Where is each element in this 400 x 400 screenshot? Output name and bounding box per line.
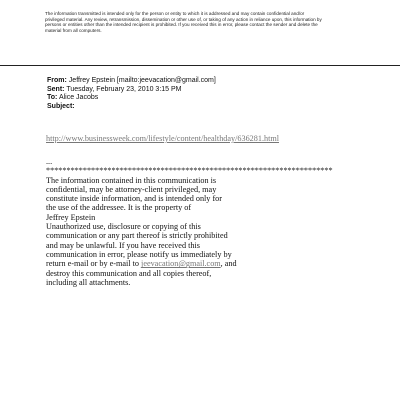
subject-label: Subject: [47, 102, 75, 110]
email-header [47, 77, 216, 111]
body-line: confidential, may be attorney-client privileged, may [46, 184, 217, 194]
body-line: communication or any part thereof is strictly prohibited [46, 231, 228, 241]
body-line: destroy this communication and all copies thereof, [46, 268, 212, 278]
asterisk-separator: ********************************************************************** [46, 166, 333, 176]
disclaimer-line: The information transmitted is intended only for the person or entity to which it is addressed and may contain confidential and/or [45, 11, 305, 16]
header-divider [0, 65, 400, 66]
from-value: Jeffrey Epstein [mailto:jeevacation@gmail.com] [68, 77, 216, 84]
sent-label: Sent: [47, 85, 65, 93]
to-label: To: [47, 94, 58, 102]
from-label: From: [47, 77, 67, 84]
email-body [46, 157, 346, 287]
sent-row [47, 86, 216, 95]
subject-row [47, 103, 216, 112]
article-link[interactable]: http://www.businessweek.com/lifestyle/content/healthday/636281.html [46, 134, 279, 143]
ellipsis: ... [46, 157, 53, 166]
body-line: the use of the addressee. It is the property of [46, 203, 192, 213]
return-suffix: , and [220, 259, 237, 269]
body-line: constitute inside information, and is intended only for [46, 194, 222, 204]
email-link[interactable]: jeevacation@gmail.com [141, 259, 221, 269]
body-line: Unauthorized use, disclosure or copying of this [46, 222, 201, 232]
disclaimer-line: persons or entities other than the intended recipient is prohibited. If you received this in error, please contact the sender and delete the [45, 22, 318, 28]
disclaimer-block [45, 11, 360, 33]
disclaimer-line: privileged material. Any review, retransmission, dissemination or other use of, or taking of any action in reliance upon, this information by [45, 16, 322, 22]
return-prefix: return e-mail or by e-mail to [46, 259, 142, 269]
from-row [47, 77, 216, 86]
body-line: Jeffrey Epstein [46, 212, 96, 222]
sent-value: Tuesday, February 23, 2010 3:15 PM [66, 85, 182, 93]
body-line: communication in error, please notify us immediately by [46, 249, 232, 259]
body-line: The information contained in this communication is [46, 175, 217, 185]
return-email-line [46, 259, 346, 268]
body-line: including all attachments. [46, 277, 131, 287]
disclaimer-line: material from all computers. [45, 27, 102, 33]
to-row [47, 94, 216, 103]
to-value: Alice Jacobs [58, 94, 99, 102]
body-line: and may be unlawful. If you have received this [46, 240, 200, 250]
